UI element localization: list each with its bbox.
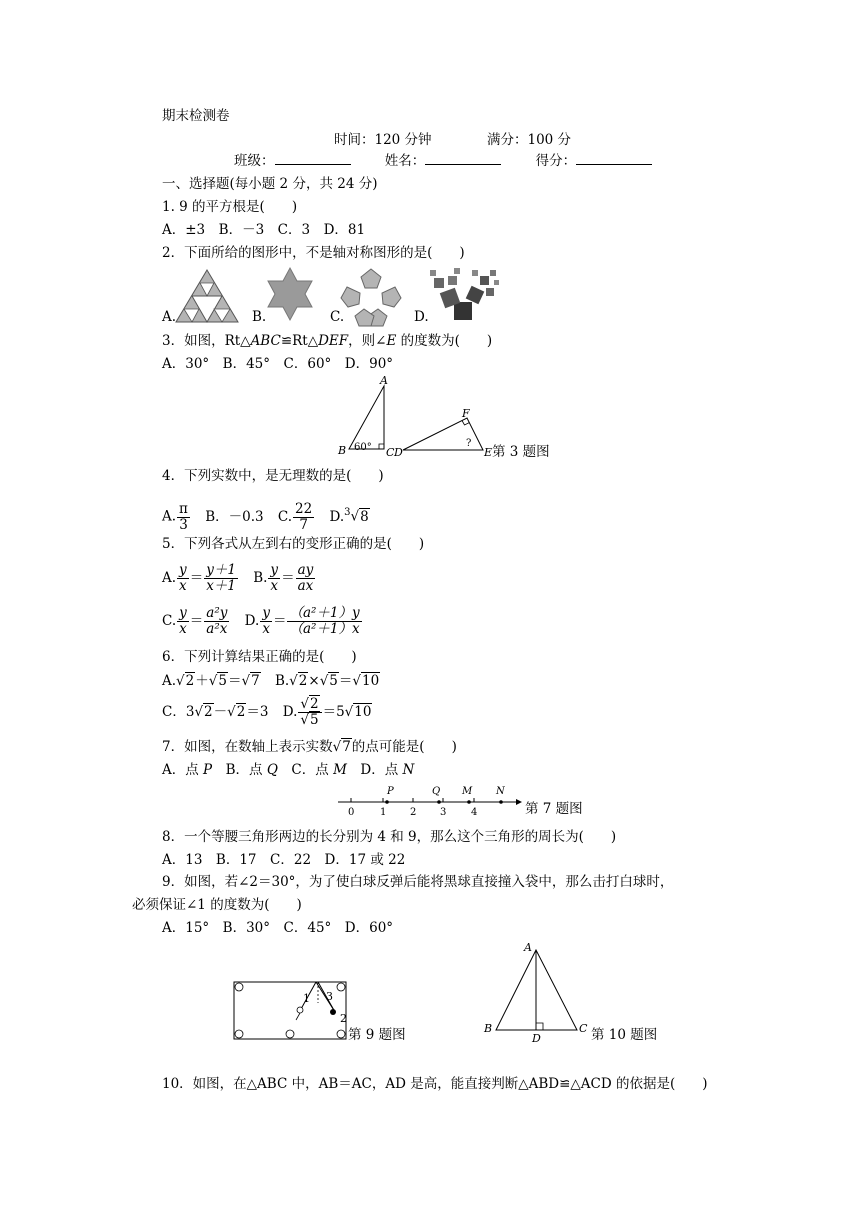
point-P-dot [385,800,389,804]
point-N-label: N [496,786,505,797]
score-label: 得分： [535,153,577,169]
hexagram-star-figure [262,266,318,322]
angle-60-label: 60° [354,442,372,453]
question-4-options: A. $\frac{\pi}{3}$ B．－0.3 C. $\frac{22}{7}$ D.$^3$√8 [162,500,369,533]
angle-3-label: 3 [326,990,333,1003]
question-5-options-row1: A. $\frac{y}{x}$ ＝ $\frac{y+1}{x+1}$ B. $\frac{y}{x}$ ＝ $\frac{ay}{ax}$ [162,562,314,594]
label-D: D [394,446,403,459]
twenty-two-over-seven: $\frac{22}{7}$ [295,500,313,533]
label-B: B [484,1022,493,1035]
label-A: A [524,941,532,954]
question-3-options: A．30° B．45° C．60° D．90° [162,356,394,372]
figure-9-caption: 第 9 题图 [348,1027,406,1043]
question-8-stem: 8．一个等腰三角形两边的长分别为 4 和 9，那么这个三角形的周长为( ) [162,829,617,845]
tick-0: 0 [348,807,355,818]
time-limit: 时间：120 分钟 [334,132,432,148]
point-M-label: M [462,786,473,797]
point-Q-dot [437,800,441,804]
question-9-stem-line2: 必须保证∠1 的度数为( ) [132,897,302,913]
isosceles-triangle-figure [480,938,590,1044]
pentagon-ring-figure [338,266,404,328]
unknown-angle-mark: ? [466,438,472,449]
question-10-stem: 10．如图，在△ABC 中，AB＝AC，AD 是高，能直接判断△ABD≌△ACD 的依据是( ) [162,1076,708,1092]
question-7-stem: 7．如图，在数轴上表示实数√7的点可能是( ) [162,739,457,755]
point-P-label: P [387,786,394,797]
number-line-figure [336,782,522,818]
tick-4: 4 [471,807,478,818]
question-6-stem: 6．下列计算结果正确的是( ) [162,649,357,665]
angle-1-label: 1 [303,992,310,1005]
point-Q-label: Q [432,786,441,797]
q2-option-b-label: B. [252,309,267,325]
class-blank[interactable] [275,152,351,165]
figure-3-caption: 第 3 题图 [492,444,550,460]
figure-10-caption: 第 10 题图 [591,1027,658,1043]
question-6-options-row2: C．3√2－√2＝3 D. $\frac{√2}{√5}$ ＝5√10 [162,696,372,728]
name-label: 姓名： [384,153,426,169]
figure-7-caption: 第 7 题图 [525,801,583,817]
tick-2: 2 [410,807,417,818]
label-A: A [380,374,388,387]
label-E: E [484,446,493,459]
fractal-tree-figure [428,266,502,322]
black-ball [330,1009,336,1015]
question-1-stem: 1. 9 的平方根是( ) [162,199,298,215]
exam-title: 期末检测卷 [162,108,230,124]
label-F: F [462,407,470,420]
question-7-options: A．点 P B．点 Q C．点 M D．点 N [162,762,415,778]
q2-option-c-label: C. [330,309,345,325]
angle-2-label: 2 [340,1012,347,1025]
sierpinski-triangle-figure [174,268,240,324]
question-1-options: A．±3 B．－3 C．3 D．81 [162,222,366,238]
question-9-stem-line1: 9．如图，若∠2＝30°，为了使白球反弹后能将黑球直接撞入袋中，那么击打白球时， [162,874,674,890]
label-D: D [532,1032,541,1044]
point-N-dot [499,800,503,804]
question-8-options: A．13 B．17 C．22 D．17 或 22 [162,852,406,868]
student-info-row [234,152,652,170]
question-9-options: A．15° B．30° C．45° D．60° [162,920,394,936]
q2-option-a-label: A. [162,309,177,325]
class-label: 班级： [234,153,275,169]
label-C: C [579,1022,588,1035]
section-heading: 一、选择题(每小题 2 分，共 24 分) [162,176,378,192]
question-3-triangles-figure [330,374,500,460]
tick-1: 1 [380,807,387,818]
question-5-options-row2: C. $\frac{y}{x}$ ＝ $\frac{\text{a²y}}{\text{a²x}}$ D. $\frac{y}{x}$ ＝ $\frac{\text{（a²＋1）y}}{\text{（a²＋1）x}}$ [162,605,360,637]
billiard-table-figure [230,978,350,1044]
score-blank[interactable] [576,152,652,165]
white-ball [297,1007,303,1013]
tick-3: 3 [440,807,447,818]
q2-option-d-label: D. [414,309,429,325]
question-5-stem: 5．下列各式从左到右的变形正确的是( ) [162,536,425,552]
label-B: B [338,444,347,457]
question-6-options-row1: A.√2＋√5＝√7 B.√2×√5＝√10 [162,673,380,689]
pi-over-3: $\frac{\pi}{3}$ [179,500,188,533]
question-4-stem: 4．下列实数中，是无理数的是( ) [162,468,384,484]
point-M-dot [467,800,471,804]
question-2-stem: 2．下面所给的图形中，不是轴对称图形的是( ) [162,245,465,261]
full-score: 满分：100 分 [487,132,572,148]
name-blank[interactable] [425,152,501,165]
label-C: C [386,446,395,459]
question-3-stem: 3．如图，Rt△ABC≌Rt△DEF，则∠E 的度数为( ) [162,333,493,349]
